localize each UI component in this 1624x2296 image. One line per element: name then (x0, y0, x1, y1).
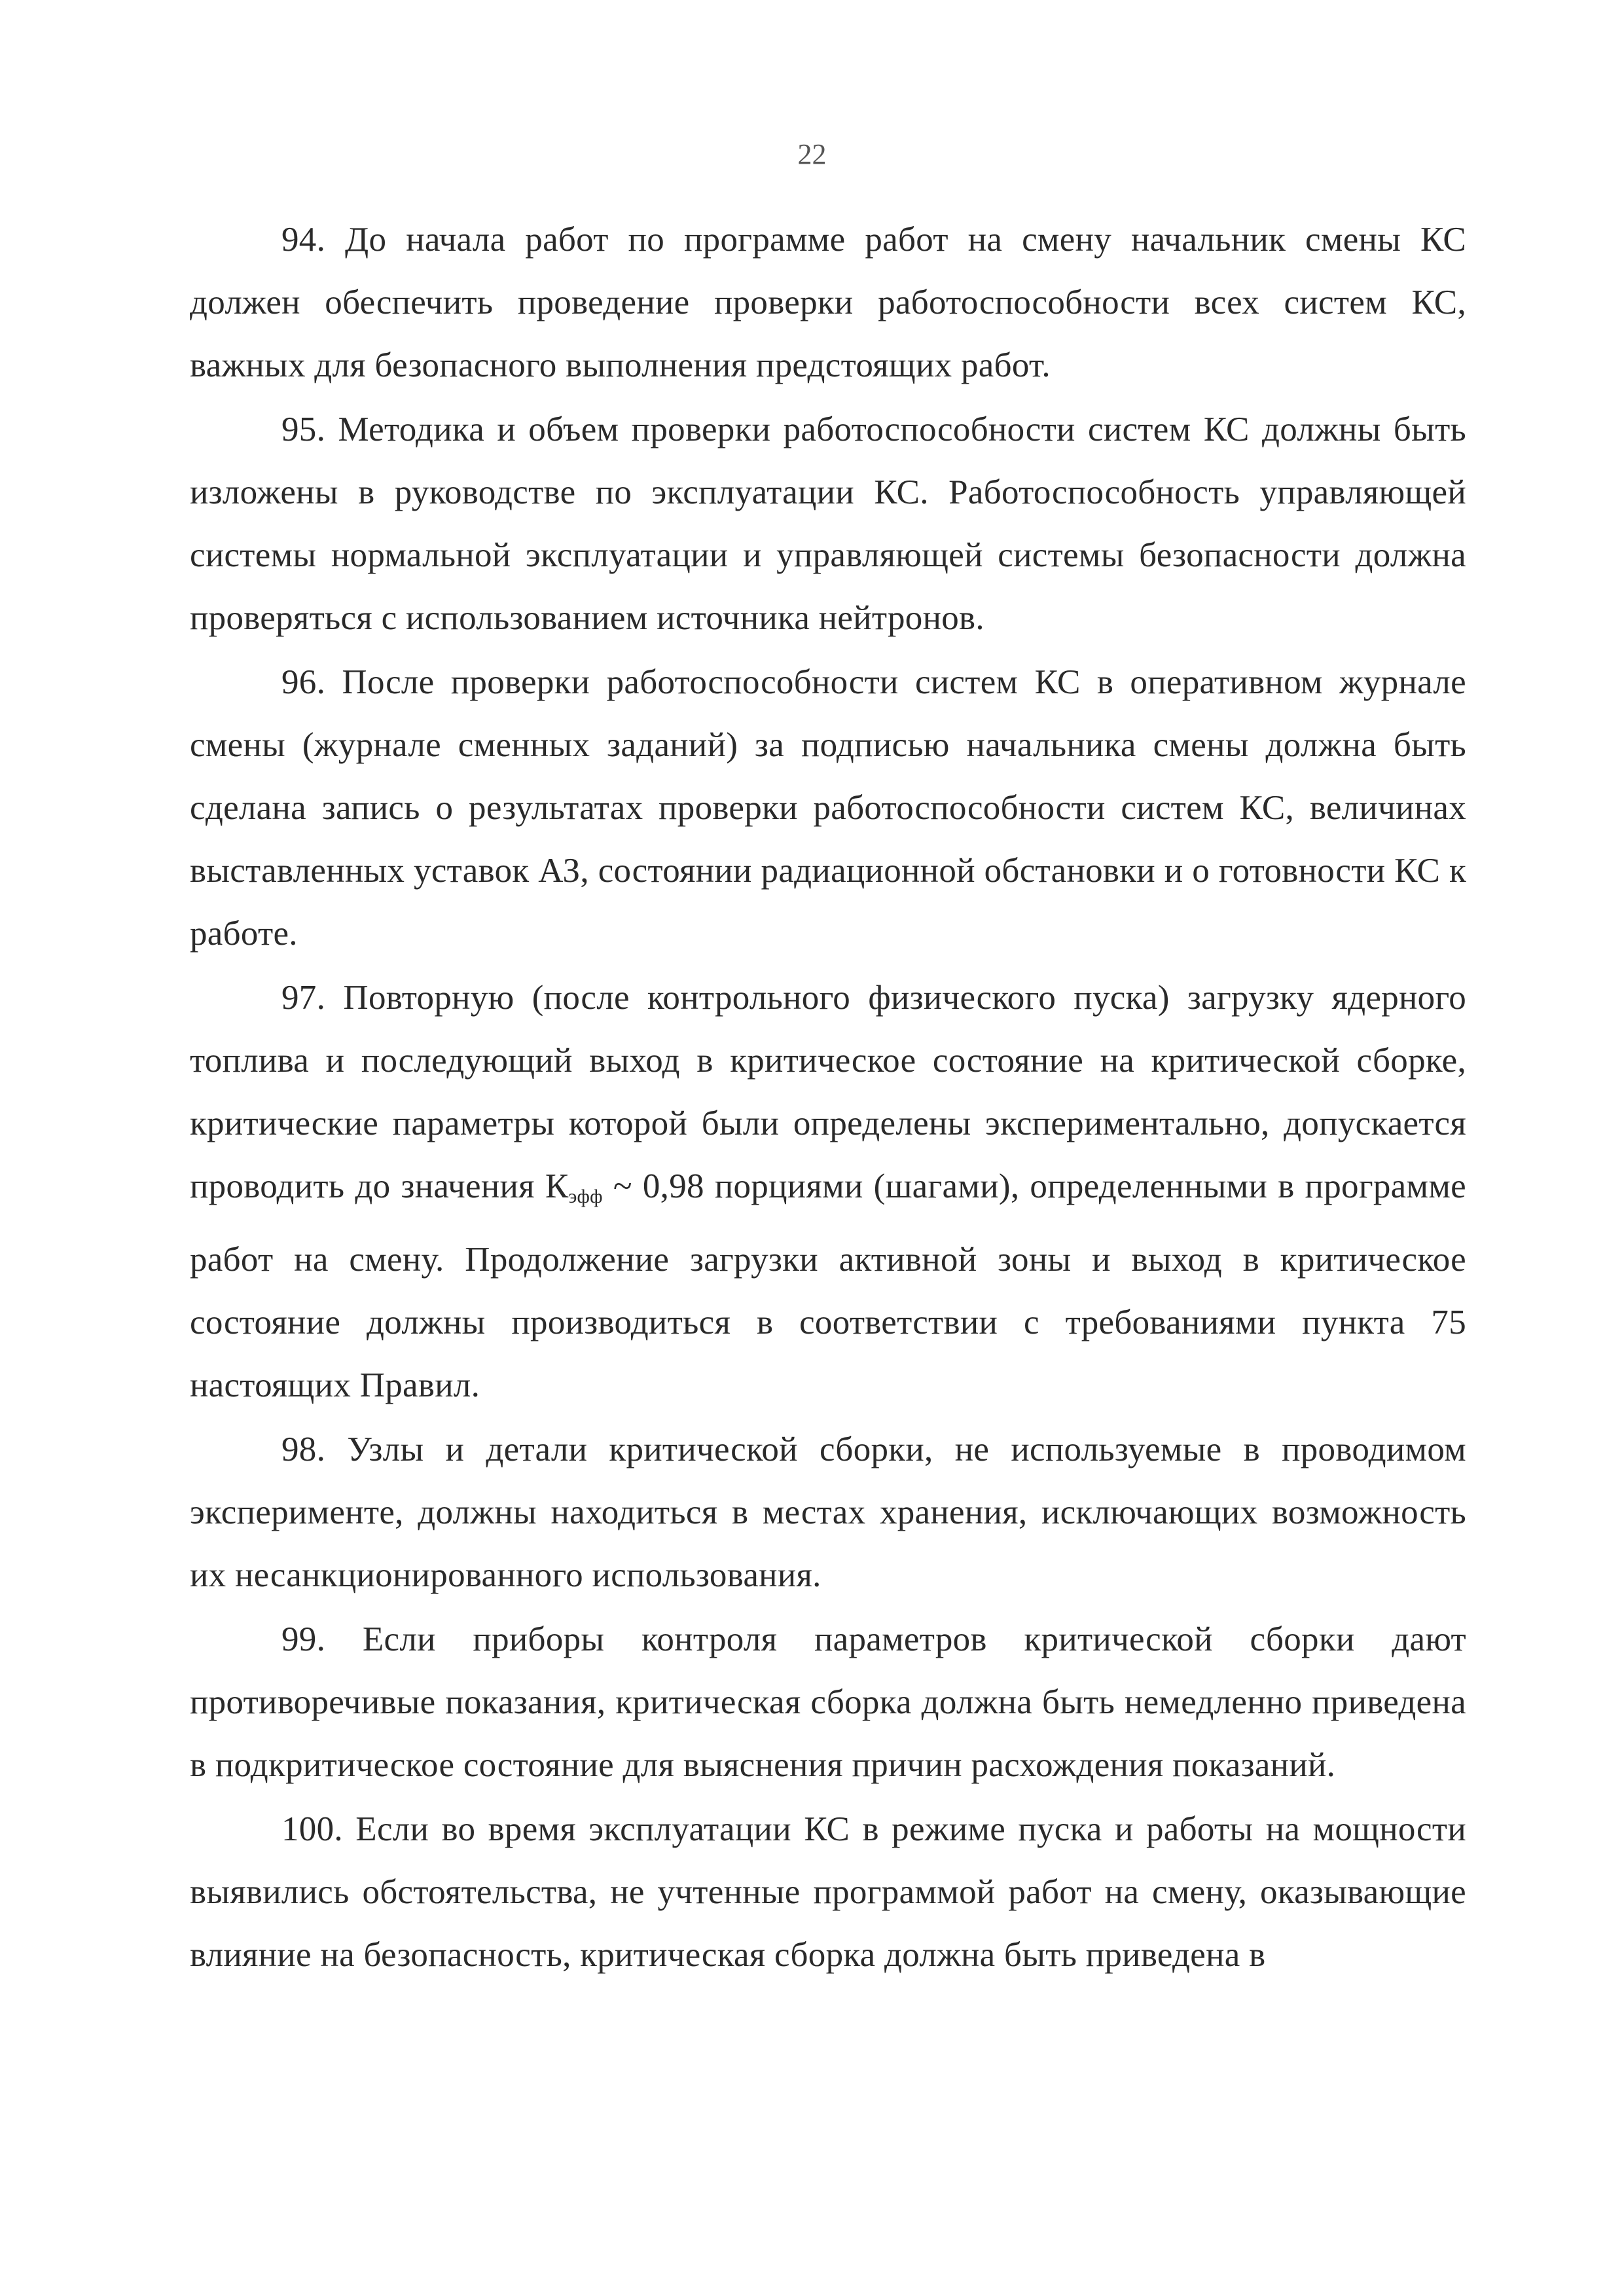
paragraph-97 (190, 966, 1466, 1417)
paragraph-95: 95. Методика и объем проверки работоспособности систем КС должны быть изложены в руководстве по эксплуатации КС. Работоспособность управляющей системы нормальной эксплуатации и управляющей системы безопасности должна проверяться с использованием источника нейтронов. (190, 410, 1466, 637)
paragraph-100: 100. Если во время эксплуатации КС в режиме пуска и работы на мощности выявились обстоятельства, не учтенные программой работ на смену, оказывающие влияние на безопасность, критическая сборка должна быть приведена в (190, 1810, 1466, 1974)
paragraph-99: 99. Если приборы контроля параметров критической сборки дают противоречивые показания, критическая сборка должна быть немедленно приведена в подкритическое состояние для выяснения причин расхождения показаний. (190, 1620, 1466, 1784)
paragraph-96: 96. После проверки работоспособности систем КС в оперативном журнале смены (журнале сменных заданий) за подписью начальника смены должна быть сделана запись о результатах проверки работоспособности систем КС, величинах выставленных уставок АЗ, состоянии радиационной обстановки и о готовности КС к работе. (190, 663, 1466, 953)
paragraph-97-text-before: 97. Повторную (после контрольного физического пуска) загрузку ядерного топлива и последующий выход в критическое состояние на критической сборке, критические параметры которой были определены экспериментально, допускается проводить до значения К (190, 979, 1466, 1205)
paragraph-98: 98. Узлы и детали критической сборки, не используемые в проводимом эксперименте, должны находиться в местах хранения, исключающих возможность их несанкционированного использования. (190, 1430, 1466, 1594)
paragraph-94: 94. До начала работ по программе работ на смену начальник смены КС должен обеспечить проведение проверки работоспособности всех систем КС, важных для безопасного выполнения предстоящих работ. (190, 221, 1466, 384)
paragraph-97-subscript: эфф (568, 1186, 603, 1207)
paragraph-97-text-after: ~ 0,98 порциями (шагами), определенными в программе работ на смену. Продолжение загрузки активной зоны и выход в критическое состояние должны производиться в соответствии с требованиями пункта 75 настоящих Правил. (190, 1167, 1466, 1404)
document-body (190, 208, 1466, 1988)
page-number: 22 (797, 138, 827, 170)
